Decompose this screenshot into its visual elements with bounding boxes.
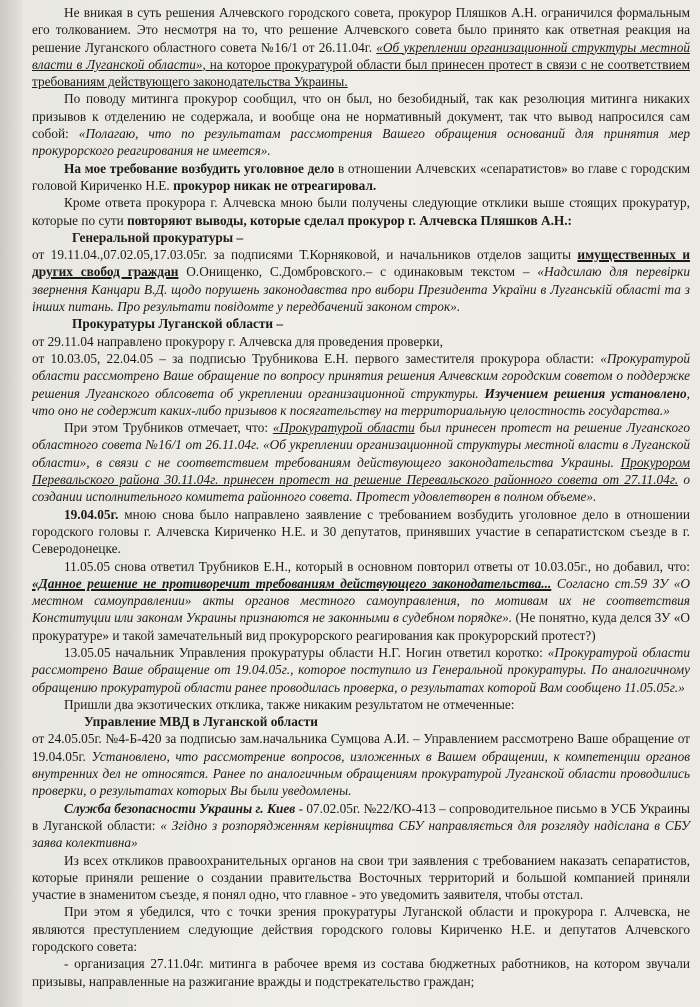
text-run: Согласно ст.59 ЗУ «О местном самоуправлении» акты органов местного самоуправления, по мотивам их не соответствия Конституции или законам Украины признаются не законными в судебном порядке». [32, 575, 690, 626]
text-run: был принесен протест на решение Луганского областного совета №16/1 от 26.11.04г. «Об укреплении организационной структуры местной власти в Луганской области», в связи с не соответствием требованиям действующего законодательства Украины. [32, 420, 690, 470]
text-run: Служба безопасности Украины г. Киев [64, 800, 296, 816]
text-run: Не вникая в суть решения Алчевского городского совета, прокурор Пляшков А.Н. ограничился формальным его толкованием. Это несмотря на то, что решение Алчевского совета было принято как ответная реакция на решение Луганского областного совета №16/1 от 26.11.04г. [32, 5, 690, 55]
text-run: Установлено, что рассмотрение вопросов, изложенных в Вашем обращении, к компетенции органов внутренних дел не относятся. Ранее по аналогичным обращениям прокуратурой Луганской области проводились проверки, о результатах которых Вы были уведомлены. [32, 748, 690, 799]
paragraph [32, 194, 690, 229]
paragraph [32, 315, 690, 332]
text-run: повторяют выводы, которые сделал прокурор г. Алчевска Пляшков А.Н.: [127, 212, 572, 228]
text-run: «Прокуратурой области рассмотрено Ваше обращение от 19.04.05г., которое поступило из Генеральной прокуратуры. По аналогичному обращению прокуратурой области ранее проводилась проверка, о результатах которой Вам сообщено 11.05.05г.» [32, 644, 690, 695]
paragraph [32, 558, 690, 644]
paragraph [32, 419, 690, 505]
paragraph [32, 730, 690, 799]
text-run: в отношении Алчевских «сепаратистов» во главе с городским головой Кириченко Н.Е. [32, 160, 690, 193]
text-run: Изучением решения установлено [484, 385, 687, 401]
text-run: «Полагаю, что по результатам рассмотрения Вашего обращения оснований для принятия мер прокурорского реагирования не имеется». [32, 126, 690, 159]
text-run: « Згідно з розпорядженням керівництва СБУ направляється для розгляду надіслана в СБУ заява колективна» [32, 817, 690, 851]
text-run: «Прокуратурой области рассмотрено Ваше обращение по вопросу принятия решения Алчевским городским советом о поддержке решения Луганского облсовета об укреплении организационной структуры. [32, 350, 690, 401]
text-run: 13.05.05 начальник Управления прокуратуры области Н.Г. Ногин ответил коротко: [64, 644, 548, 660]
paragraph [32, 903, 690, 955]
text-run: прокурор никак не отреагировал. [173, 177, 377, 193]
text-run: , что оно не содержит каких-либо призывов к посягательству на территориальную целостность государства.» [32, 385, 690, 418]
paragraph [32, 506, 690, 558]
paragraph [32, 333, 690, 350]
paragraph [32, 4, 690, 90]
text-run: Пришли два экзотических отклика, также никаким результатом не отмеченные: [64, 696, 515, 712]
text-run: Прокуратуры Луганской области – [72, 316, 284, 332]
text-run: , на которое прокуратурой области был принесен протест в связи с не соответствием требованиям действующего законодательства Украины. [32, 56, 690, 90]
text-run: Кроме ответа прокурора г. Алчевска мною были получены следующие отклики выше стоящих прокуратур, которые по сути [32, 195, 690, 228]
paragraph [32, 246, 690, 315]
paragraph [32, 90, 690, 159]
text-run: «Данное решение не противоречит требованиям действующего законодательства... [32, 575, 552, 591]
paragraph [32, 852, 690, 904]
text-run: о создании исполнительного комитета районного совета. Протест удовлетворен в полном объеме». [32, 472, 690, 505]
text-run: 19.04.05г. [64, 506, 119, 522]
text-run: О.Онищенко, С.Домбровского.– с одинаковым текстом – [178, 264, 538, 280]
text-run: Управление МВД в Луганской области [84, 714, 318, 730]
text-run: «Надсилаю для перевірки звернення Канцари В.Д. щодо порушень законодавства про вибори Президента України в Луганській області та з інших питань. Про результати повідомте у передбачений законом строк». [32, 264, 690, 315]
text-run: - 07.02.05г. №22/КО-413 – сопроводительное письмо в УСБ Украины в Луганской области: [32, 800, 690, 833]
text-run: По поводу митинга прокурор сообщил, что он был, но безобидный, так как резолюция митинга никаких призывов к отделению не содержала, и вообще она не нормативный документ, так что вывод напросился сам собой: [32, 91, 690, 142]
text-run: «Об укреплении организационной структуры местной власти в Луганской области» [32, 39, 690, 72]
paragraph [32, 696, 690, 713]
text-run: Из всех откликов правоохранительных органов на свои три заявления с требованием наказать сепаратистов, которые приняли решение о создании правительства Восточных территорий и большой компанией приняли участие в знаменитом съезде, я понял одно, что главное - это уведомить заявителя, чтобы отстал. [32, 852, 690, 903]
text-run: от 24.05.05г. №4-Б-420 за подписью зам.начальника Сумцова А.И. – Управлением рассмотрено Ваше обращение от 19.04.05г. [32, 731, 690, 764]
paragraph [32, 229, 690, 246]
text-run: от 19.11.04.,07.02.05,17.03.05г. за подписями Т.Корняковой, и начальников отделов защиты [32, 247, 578, 263]
paragraph [32, 350, 690, 419]
text-run: При этом Трубников отмечает, что: [64, 420, 273, 436]
paragraph [32, 644, 690, 696]
text-run: 11.05.05 снова ответил Трубников Е.Н., который в основном повторил ответы от 10.03.05г., но добавил, что: [64, 558, 690, 574]
text-run: (Не понятно, куда делся ЗУ «О прокуратуре» и такой замечательный вид прокурорского реагирования как прокурорский протест?) [32, 610, 690, 643]
paragraph [32, 713, 690, 730]
text-run: Генеральной прокуратуры – [72, 229, 244, 245]
text-run: - организация 27.11.04г. митинга в рабочее время из состава бюджетных работников, на котором звучали призывы, направленные на разжигание вражды и подстрекательство граждан; [32, 956, 690, 989]
paragraph [32, 160, 690, 195]
paragraph [32, 800, 690, 852]
text-run: от 10.03.05, 22.04.05 – за подписью Трубникова Е.Н. первого заместителя прокурора области: [32, 350, 601, 366]
text-run: При этом я убедился, что с точки зрения прокуратуры Луганской области и прокурора г. Алчевска, не являются преступлением следующие действия городского головы Кириченко Н.Е. и депутатов Алчевского городского совета: [32, 904, 690, 955]
text-run: «Прокуратурой области [272, 420, 415, 436]
text-run: На мое требование возбудить уголовное дело [64, 160, 335, 176]
paragraph [32, 955, 690, 990]
text-run: мною снова было направлено заявление с требованием возбудить уголовное дело в отношении городского головы г. Алчевска Кириченко Н.Е. и 30 депутатов, принявших участие в сепаратистском съезде в г. Северодонецке. [32, 506, 690, 557]
text-run: от 29.11.04 направлено прокурору г. Алчевска для проведения проверки, [32, 333, 443, 349]
text-run: имущественных и других свобод граждан [32, 247, 690, 280]
text-run: Прокурором Перевальского района 30.11.04г. принесен протест на решение Перевальского районного совета от 27.11.04г. [32, 454, 690, 488]
